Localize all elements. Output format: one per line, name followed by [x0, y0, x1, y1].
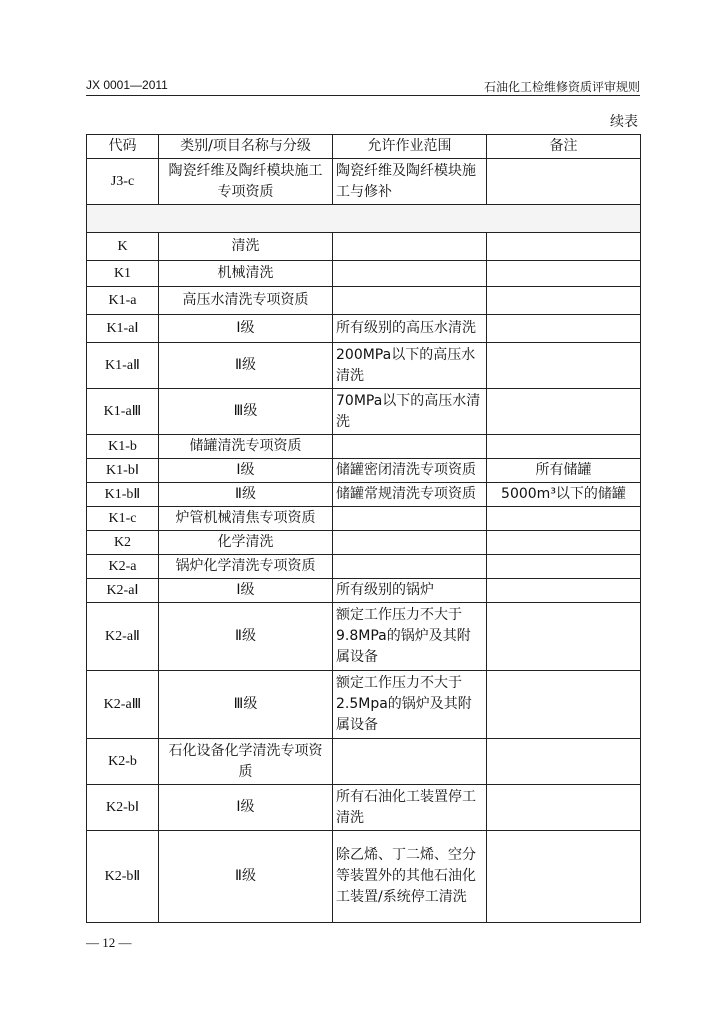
table-row [87, 555, 641, 579]
section-spacer-cell [87, 205, 641, 233]
code-cell: K2-bⅡ [87, 831, 159, 923]
table-row [87, 261, 641, 287]
table-row [87, 205, 641, 233]
scope-cell [333, 531, 487, 555]
code-cell: K [87, 233, 159, 261]
code-cell: K1-aⅠ [87, 315, 159, 343]
scope-cell: 储罐常规清洗专项资质 [333, 483, 487, 507]
category-cell: Ⅰ级 [159, 459, 333, 483]
scope-cell [333, 261, 487, 287]
code-cell: K2-aⅠ [87, 579, 159, 603]
note-cell [487, 671, 641, 739]
code-cell: K1-bⅡ [87, 483, 159, 507]
standard-number: JX 0001—2011 [86, 78, 168, 92]
category-cell: Ⅲ级 [159, 671, 333, 739]
header-rule [86, 95, 640, 96]
category-cell: 清洗 [159, 233, 333, 261]
column-header-note: 备注 [487, 135, 641, 159]
category-cell: Ⅰ级 [159, 315, 333, 343]
note-cell [487, 315, 641, 343]
scope-cell [333, 233, 487, 261]
category-cell: Ⅰ级 [159, 785, 333, 831]
scope-cell: 所有级别的锅炉 [333, 579, 487, 603]
scope-cell [333, 507, 487, 531]
code-cell: K2-a [87, 555, 159, 579]
code-cell: K1-c [87, 507, 159, 531]
table-row [87, 459, 641, 483]
note-cell [487, 389, 641, 435]
table-row [87, 435, 641, 459]
scope-cell: 所有石油化工装置停工清洗 [333, 785, 487, 831]
note-cell: 5000m³以下的储罐 [487, 483, 641, 507]
table-row [87, 531, 641, 555]
category-cell: Ⅱ级 [159, 483, 333, 507]
table-row [87, 343, 641, 389]
category-cell: Ⅱ级 [159, 831, 333, 923]
note-cell [487, 831, 641, 923]
code-cell: K2 [87, 531, 159, 555]
table-row [87, 233, 641, 261]
document-title: 石油化工检维修资质评审规则 [483, 80, 640, 94]
note-cell [487, 159, 641, 205]
page-number: — 12 — [86, 935, 132, 950]
table-row [87, 287, 641, 315]
scope-cell: 所有级别的高压水清洗 [333, 315, 487, 343]
scope-cell [333, 739, 487, 785]
scope-cell: 200MPa以下的高压水清洗 [333, 343, 487, 389]
note-cell [487, 531, 641, 555]
note-cell [487, 233, 641, 261]
scope-cell [333, 555, 487, 579]
note-cell [487, 261, 641, 287]
note-cell [487, 507, 641, 531]
scope-cell: 陶瓷纤维及陶纤模块施工与修补 [333, 159, 487, 205]
scope-cell: 额定工作压力不大于2.5Mpa的锅炉及其附属设备 [333, 671, 487, 739]
code-cell: K2-aⅡ [87, 603, 159, 671]
code-cell: K1 [87, 261, 159, 287]
table-row [87, 671, 641, 739]
table-row [87, 483, 641, 507]
scope-cell: 储罐密闭清洗专项资质 [333, 459, 487, 483]
page-header [86, 78, 640, 96]
category-cell: 石化设备化学清洗专项资质 [159, 739, 333, 785]
code-cell: K1-bⅠ [87, 459, 159, 483]
table-row [87, 579, 641, 603]
code-cell: K2-bⅠ [87, 785, 159, 831]
column-header-code: 代码 [87, 135, 159, 159]
note-cell [487, 555, 641, 579]
scope-cell: 除乙烯、丁二烯、空分等装置外的其他石油化工装置/系统停工清洗 [333, 831, 487, 923]
category-cell: Ⅲ级 [159, 389, 333, 435]
table-row [87, 831, 641, 923]
note-cell [487, 739, 641, 785]
table-row [87, 159, 641, 205]
note-cell [487, 785, 641, 831]
category-cell: 高压水清洗专项资质 [159, 287, 333, 315]
scope-cell: 额定工作压力不大于9.8MPa的锅炉及其附属设备 [333, 603, 487, 671]
category-cell: Ⅰ级 [159, 579, 333, 603]
table-row [87, 315, 641, 343]
table-row [87, 389, 641, 435]
note-cell [487, 435, 641, 459]
category-cell: Ⅱ级 [159, 343, 333, 389]
code-cell: K1-b [87, 435, 159, 459]
category-cell: 锅炉化学清洗专项资质 [159, 555, 333, 579]
note-cell [487, 343, 641, 389]
code-cell: K1-a [87, 287, 159, 315]
category-cell: 储罐清洗专项资质 [159, 435, 333, 459]
note-cell [487, 603, 641, 671]
category-cell: 机械清洗 [159, 261, 333, 287]
code-cell: K2-b [87, 739, 159, 785]
note-cell [487, 579, 641, 603]
column-header-scope: 允许作业范围 [333, 135, 487, 159]
qualification-table [86, 134, 641, 923]
table-row [87, 507, 641, 531]
code-cell: K1-aⅡ [87, 343, 159, 389]
category-cell: 陶瓷纤维及陶纤模块施工专项资质 [159, 159, 333, 205]
column-header-category: 类别/项目名称与分级 [159, 135, 333, 159]
scope-cell [333, 435, 487, 459]
table-row [87, 785, 641, 831]
table-row [87, 603, 641, 671]
category-cell: 炉管机械清焦专项资质 [159, 507, 333, 531]
table-header-row [87, 135, 641, 159]
code-cell: K1-aⅢ [87, 389, 159, 435]
scope-cell [333, 287, 487, 315]
category-cell: Ⅱ级 [159, 603, 333, 671]
scope-cell: 70MPa以下的高压水清洗 [333, 389, 487, 435]
note-cell: 所有储罐 [487, 459, 641, 483]
note-cell [487, 287, 641, 315]
code-cell: J3-c [87, 159, 159, 205]
table-row [87, 739, 641, 785]
category-cell: 化学清洗 [159, 531, 333, 555]
code-cell: K2-aⅢ [87, 671, 159, 739]
continued-label: 续表 [610, 114, 638, 130]
